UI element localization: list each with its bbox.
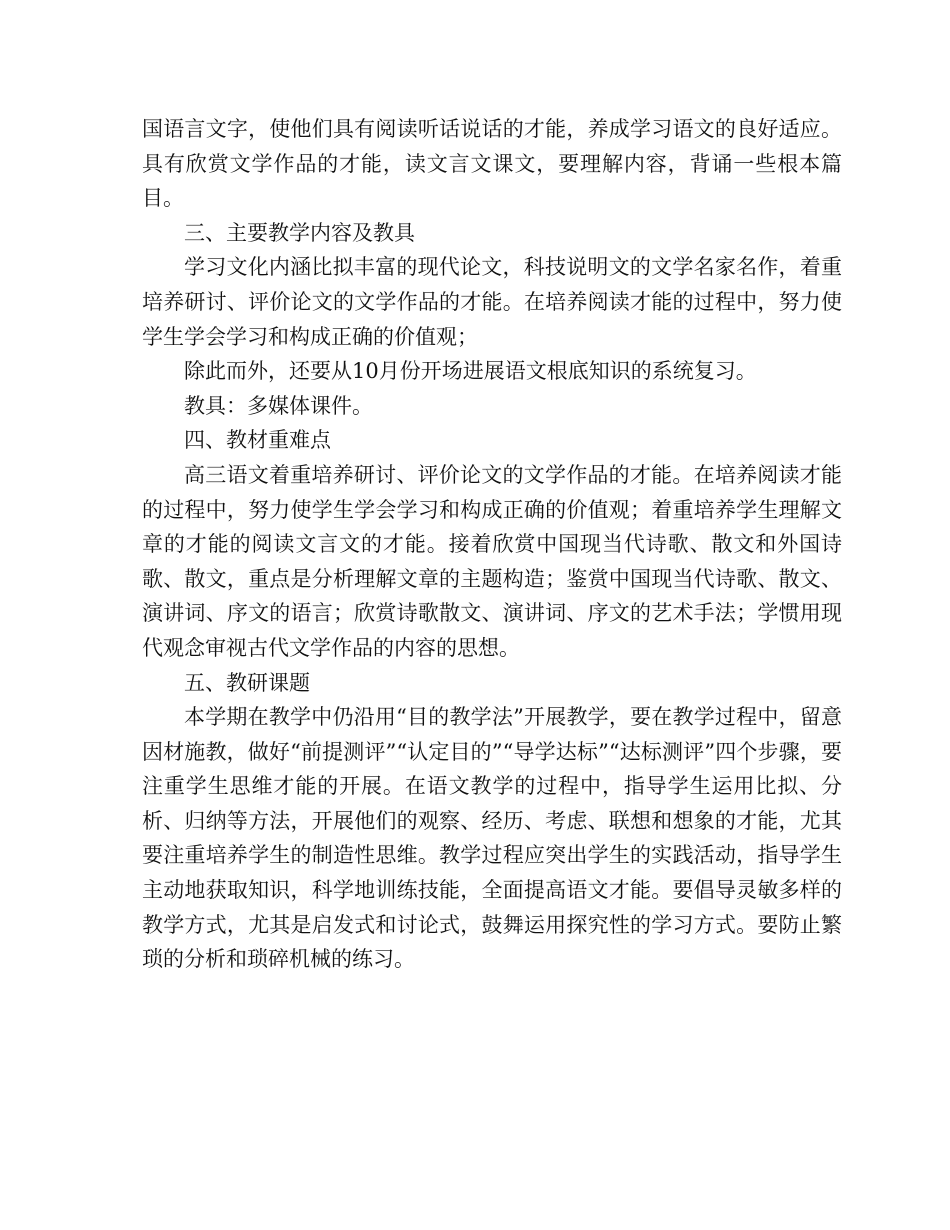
- teaching-content-paragraph: 学习文化内涵比拟丰富的现代论文，科技说明文的文学名家名作，着重培养研讨、评价论文的文学作品的才能。在培养阅读才能的过程中，努力使学生学会学习和构成正确的价值观；: [142, 255, 842, 349]
- research-topic-paragraph: 本学期在教学中仍沿用“目的教学法”开展教学，要在教学过程中，留意因材施教，做好“前提测评”“认定目的”“导学达标”“达标测评”四个步骤，要注重学生思维才能的开展。在语文教学的过程中，指导学生运用比拟、分析、归纳等方法，开展他们的观察、经历、考虑、联想和想象的才能，尤其要注重培养学生的制造性思维。教学过程应突出学生的实践活动，指导学生主动地获取知识，科学地训练技能，全面提高语文才能。要倡导灵敏多样的教学方式，尤其是启发式和讨论式，鼓舞运用探究性的学习方式。要防止繁琐的分析和琐碎机械的练习。: [142, 705, 842, 972]
- section-heading-teaching-content: 三、主要教学内容及教具: [184, 220, 415, 245]
- review-plan-paragraph: 除此而外，还要从10月份开场进展语文根底知识的系统复习。: [184, 359, 757, 384]
- teaching-tools-paragraph: 教具：多媒体课件。: [184, 393, 373, 418]
- section-heading-key-difficulties: 四、教材重难点: [184, 428, 331, 453]
- section-heading-research-topic: 五、教研课题: [184, 670, 310, 695]
- key-difficulties-paragraph: 高三语文着重培养研讨、评价论文的文学作品的才能。在培养阅读才能的过程中，努力使学生学会学习和构成正确的价值观；着重培养学生理解文章的才能的阅读文言文的才能。接着欣赏中国现当代诗歌、散文和外国诗歌、散文，重点是分析理解文章的主题构造；鉴赏中国现当代诗歌、散文、演讲词、序文的语言；欣赏诗歌散文、演讲词、序文的艺术手法；学惯用现代观念审视古代文学作品的内容的思想。: [142, 462, 842, 660]
- continued-paragraph: 国语言文字，使他们具有阅读听话说话的才能，养成学习语文的良好适应。具有欣赏文学作品的才能，读文言文课文，要理解内容，背诵一些根本篇目。: [142, 117, 842, 211]
- document-page: [142, 112, 842, 977]
